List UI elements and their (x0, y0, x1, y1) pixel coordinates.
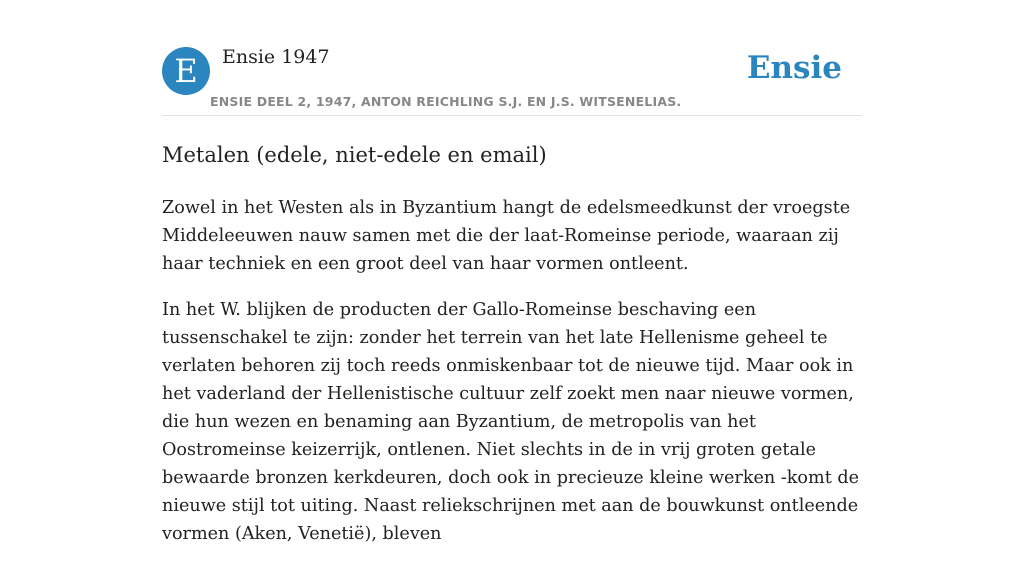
article-title: Metalen (edele, niet-edele en email) (162, 143, 547, 167)
source-title[interactable]: Ensie 1947 (222, 46, 330, 68)
source-subtitle: ENSIE DEEL 2, 1947, ANTON REICHLING S.J. EN J.S. WITSENELIAS. (210, 94, 682, 109)
ensie-logo-icon[interactable]: E (162, 47, 210, 95)
site-header (162, 46, 862, 116)
article-paragraph: Zowel in het Westen als in Byzantium hangt de edelsmeedkunst der vroegste Middeleeuwen nauw samen met die der laat-Romeinse periode, waaraan zij haar techniek en een groot deel van haar vormen ontleent. (162, 198, 851, 274)
header-divider (162, 115, 862, 116)
article (162, 140, 864, 566)
brand-logo[interactable]: Ensie (746, 50, 842, 86)
article-paragraph: In het W. blijken de producten der Gallo-Romeinse beschaving een tussenschakel te zijn: zonder het terrein van het late Hellenisme geheel te verlaten behoren zij toch reeds onmiskenbaar tot de nieuwe tijd. Maar ook in het vaderland der Hellenistische cultuur zelf zoekt men naar nieuwe vormen, die hun wezen en benaming aan Byzantium, de metropolis van het Oostromeinse keizerrijk, ontlenen. Niet slechts in de in vrij groten getale bewaarde bronzen kerkdeuren, doch ook in precieuze kleine werken -komt de nieuwe stijl tot uiting. Naast reliekschrijnen met aan de bouwkunst ontleende vormen (Aken, Venetië), bleven (162, 300, 860, 544)
